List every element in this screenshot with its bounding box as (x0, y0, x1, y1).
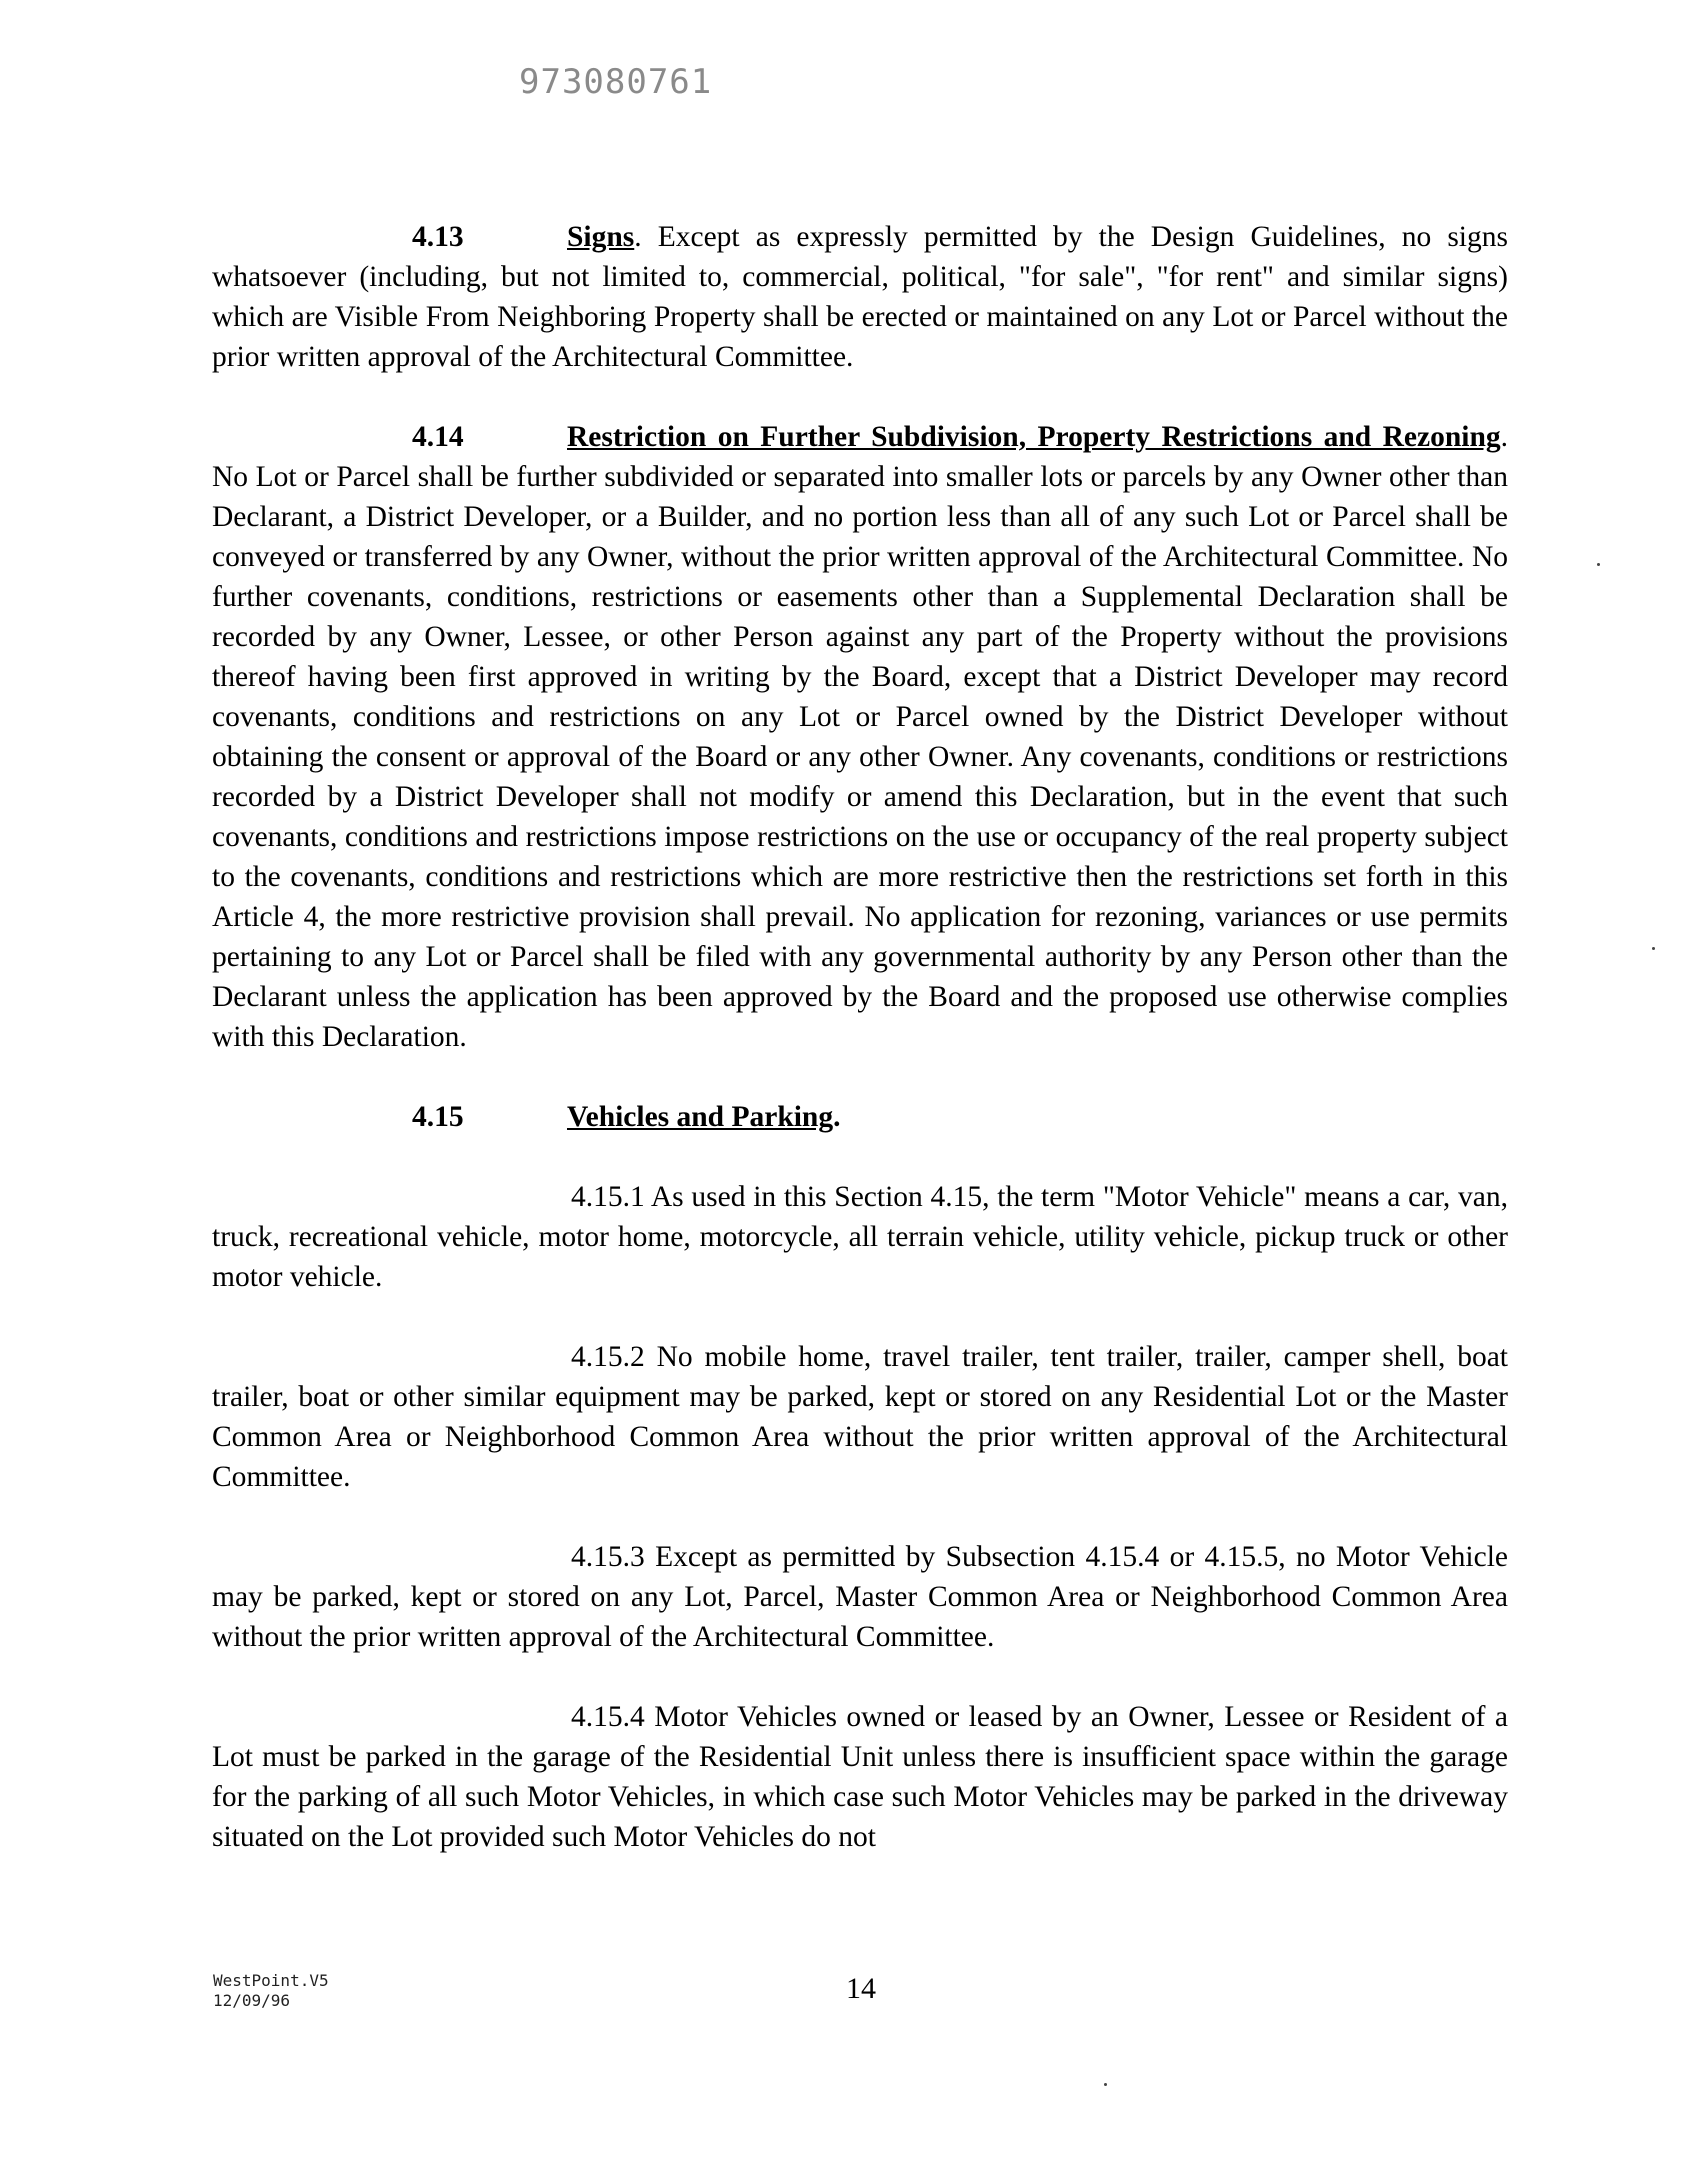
section-text: . No Lot or Parcel shall be further subdivided or separated into smaller lots or parcels by any Owner other than Declarant, a District Developer, or a Builder, and no portion less than all of any such Lot or Parcel shall be conveyed or transferred by any Owner, without the prior written approval of the Architectural Committee. No further covenants, conditions, restrictions or easements other than a Supplemental Declaration shall be recorded by any Owner, Lessee, or other Person against any part of the Property without the provisions thereof having been first approved in writing by the Board, except that a District Developer may record covenants, conditions and restrictions on any Lot or Parcel owned by the District Developer without obtaining the consent or approval of the Board or any other Owner. Any covenants, conditions or restrictions recorded by a District Developer shall not modify or amend this Declaration, but in the event that such covenants, conditions and restrictions impose restrictions on the use or occupancy of the real property subject to the covenants, conditions and restrictions which are more restrictive then the restrictions set forth in this Article 4, the more restrictive provision shall prevail. No application for rezoning, variances or use permits pertaining to any Lot or Parcel shall be filed with any governmental authority by any Person other than the Declarant unless the application has been approved by the Board and the proposed use otherwise complies with this Declaration. (212, 421, 1508, 1053)
section-title: Restriction on Further Subdivision, Property Restrictions and Rezoning (567, 421, 1501, 453)
section-4-13 (212, 217, 1508, 377)
section-title-suffix: . (833, 1101, 841, 1133)
footer-date: 12/09/96 (213, 1991, 291, 2010)
section-4-15-heading (212, 1097, 1508, 1137)
scan-speck (1104, 2083, 1107, 2086)
section-4-14 (212, 417, 1508, 1057)
footer-identifier (213, 1971, 329, 2011)
section-number: 4.13 (412, 221, 464, 253)
footer-file-name: WestPoint.V5 (213, 1971, 329, 1990)
document-number: 973080761 (519, 62, 713, 102)
subsection-4-15-1: 4.15.1 As used in this Section 4.15, the term "Motor Vehicle" means a car, van, truck, recreational vehicle, motor home, motorcycle, all terrain vehicle, utility vehicle, pickup truck or other motor vehicle. (212, 1181, 1508, 1293)
document-body (212, 217, 1508, 1857)
subsection-4-15-4: 4.15.4 Motor Vehicles owned or leased by an Owner, Lessee or Resident of a Lot must be parked in the garage of the Residential Unit unless there is insufficient space within the garage for the parking of all such Motor Vehicles, in which case such Motor Vehicles may be parked in the driveway situated on the Lot provided such Motor Vehicles do not (212, 1701, 1508, 1853)
subsection-4-15-3: 4.15.3 Except as permitted by Subsection 4.15.4 or 4.15.5, no Motor Vehicle may be parked, kept or stored on any Lot, Parcel, Master Common Area or Neighborhood Common Area without the prior written approval of the Architectural Committee. (212, 1541, 1508, 1653)
section-number: 4.15 (412, 1101, 464, 1133)
section-number: 4.14 (412, 421, 464, 453)
section-text: . Except as expressly permitted by the Design Guidelines, no signs whatsoever (including, but not limited to, commercial, political, "for sale", "for rent" and similar signs) which are Visible From Neighboring Property shall be erected or maintained on any Lot or Parcel without the prior written approval of the Architectural Committee. (212, 221, 1508, 373)
section-title: Vehicles and Parking (567, 1101, 834, 1133)
subsection-4-15-2: 4.15.2 No mobile home, travel trailer, tent trailer, trailer, camper shell, boat trailer, boat or other similar equipment may be parked, kept or stored on any Residential Lot or the Master Common Area or Neighborhood Common Area without the prior written approval of the Architectural Committee. (212, 1341, 1508, 1493)
scan-speck (1597, 563, 1600, 566)
scan-speck (1652, 947, 1655, 950)
section-title: Signs (567, 221, 635, 253)
page-number: 14 (846, 1972, 876, 2005)
